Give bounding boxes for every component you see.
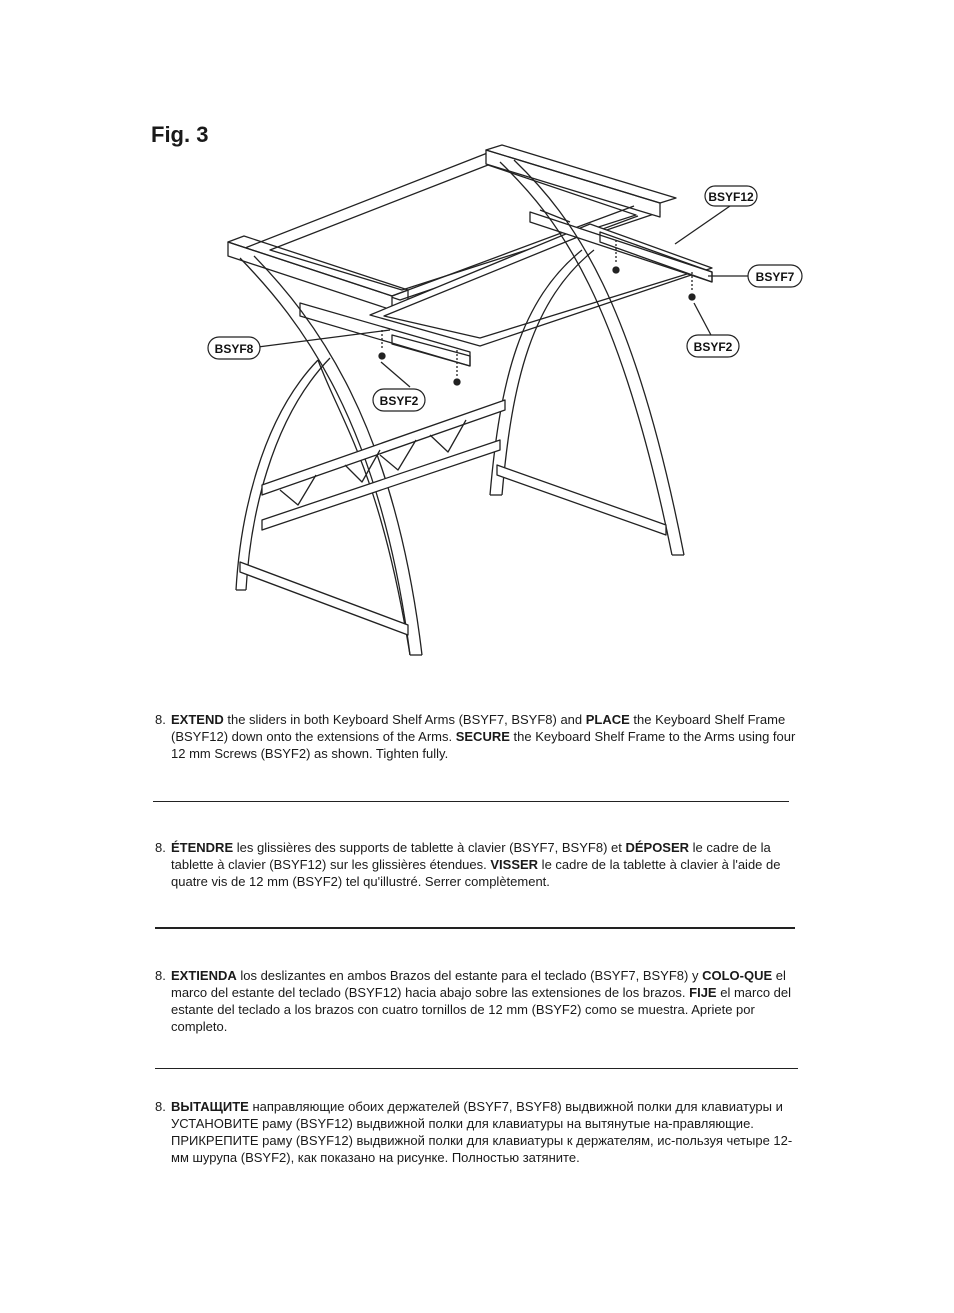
instruction-text: le cadre de la tablette à clavier (BSYF12) sur les glissières étendues.	[171, 840, 771, 872]
callout-bsyf2-left-label: BSYF2	[379, 394, 419, 408]
keyword-extienda: EXTIENDA	[171, 968, 237, 983]
section-divider	[155, 1068, 798, 1069]
keyword-extend: EXTEND	[171, 712, 224, 727]
instruction-english-body	[171, 711, 805, 762]
callout-bsyf12	[705, 186, 757, 206]
callout-bsyf7	[748, 265, 802, 287]
keyword-secure: SECURE	[455, 729, 510, 744]
figure-title: Fig. 3	[151, 122, 209, 147]
keyword-deposer: DÉPOSER	[625, 840, 690, 855]
keyword-fije: FIJE	[689, 985, 717, 1000]
step-number: 8.	[155, 712, 166, 727]
instruction-text: направляющие обоих держателей (BSYF7, BSYF8) выдвижной полки для клавиатуры и УСТАНОВИТЕ раму (BSYF12) выдвижной полки для клавиатуры на вытянутые на-правляющие. ПРИКРЕПИТЕ раму (BSYF12) выдвижной полки для клавиатуры к держателям, ис-пользуя четыре 12-мм шурупа (BSYF2), как показано на рисунке. Полностью затяните.	[171, 1099, 793, 1165]
instruction-text: the Keyboard Shelf Frame to the Arms using four 12 mm Screws (BSYF2) as shown. Tighten fully.	[171, 729, 796, 761]
instruction-text: le cadre de la tablette à clavier à l'aide de quatre vis de 12 mm (BSYF2) tel qu'illustré. Serrer complètement.	[171, 857, 781, 889]
callout-bsyf2-right	[687, 335, 739, 357]
callout-bsyf12-label: BSYF12	[708, 190, 754, 204]
keyword-place: PLACE	[585, 712, 630, 727]
callout-bsyf7-label: BSYF7	[755, 270, 795, 284]
instruction-english	[155, 711, 805, 762]
keyword-visser: VISSER	[490, 857, 539, 872]
instruction-russian-body	[171, 1098, 805, 1166]
keyword-etendre: ÉTENDRE	[171, 840, 234, 855]
instruction-text: the sliders in both Keyboard Shelf Arms (BSYF7, BSYF8) and	[223, 712, 586, 727]
step-number: 8.	[155, 1099, 166, 1114]
callout-bsyf2-left	[373, 389, 425, 411]
section-divider	[155, 927, 795, 929]
callout-bsyf8-label: BSYF8	[214, 342, 254, 356]
keyword-vytashchite: ВЫТАЩИТЕ	[171, 1099, 249, 1114]
instruction-spanish	[155, 967, 805, 1035]
instruction-text: el marco del estante del teclado (BSYF12) hacia abajo sobre las extensiones de los brazos.	[171, 968, 786, 1000]
instruction-text: the Keyboard Shelf Frame (BSYF12) down onto the extensions of the Arms.	[171, 712, 786, 744]
instruction-spanish-body	[171, 967, 805, 1035]
instruction-text: el marco del estante del teclado a los brazos con cuatro tornillos de 12 mm (BSYF2) como se muestra. Apriete por completo.	[171, 985, 792, 1034]
instruction-french	[155, 839, 805, 890]
instruction-text: les glissières des supports de tablette à clavier (BSYF7, BSYF8) et	[233, 840, 626, 855]
instruction-text: los deslizantes en ambos Brazos del estante para el teclado (BSYF7, BSYF8) y	[236, 968, 703, 983]
section-divider	[153, 801, 789, 802]
keyword-coloque: COLO-QUE	[702, 968, 773, 983]
lower-bars	[240, 400, 666, 635]
callout-bsyf8	[208, 337, 260, 359]
step-number: 8.	[155, 968, 166, 983]
instruction-french-body	[171, 839, 805, 890]
step-number: 8.	[155, 840, 166, 855]
callout-bsyf2-right-label: BSYF2	[693, 340, 733, 354]
instruction-russian	[155, 1098, 805, 1166]
